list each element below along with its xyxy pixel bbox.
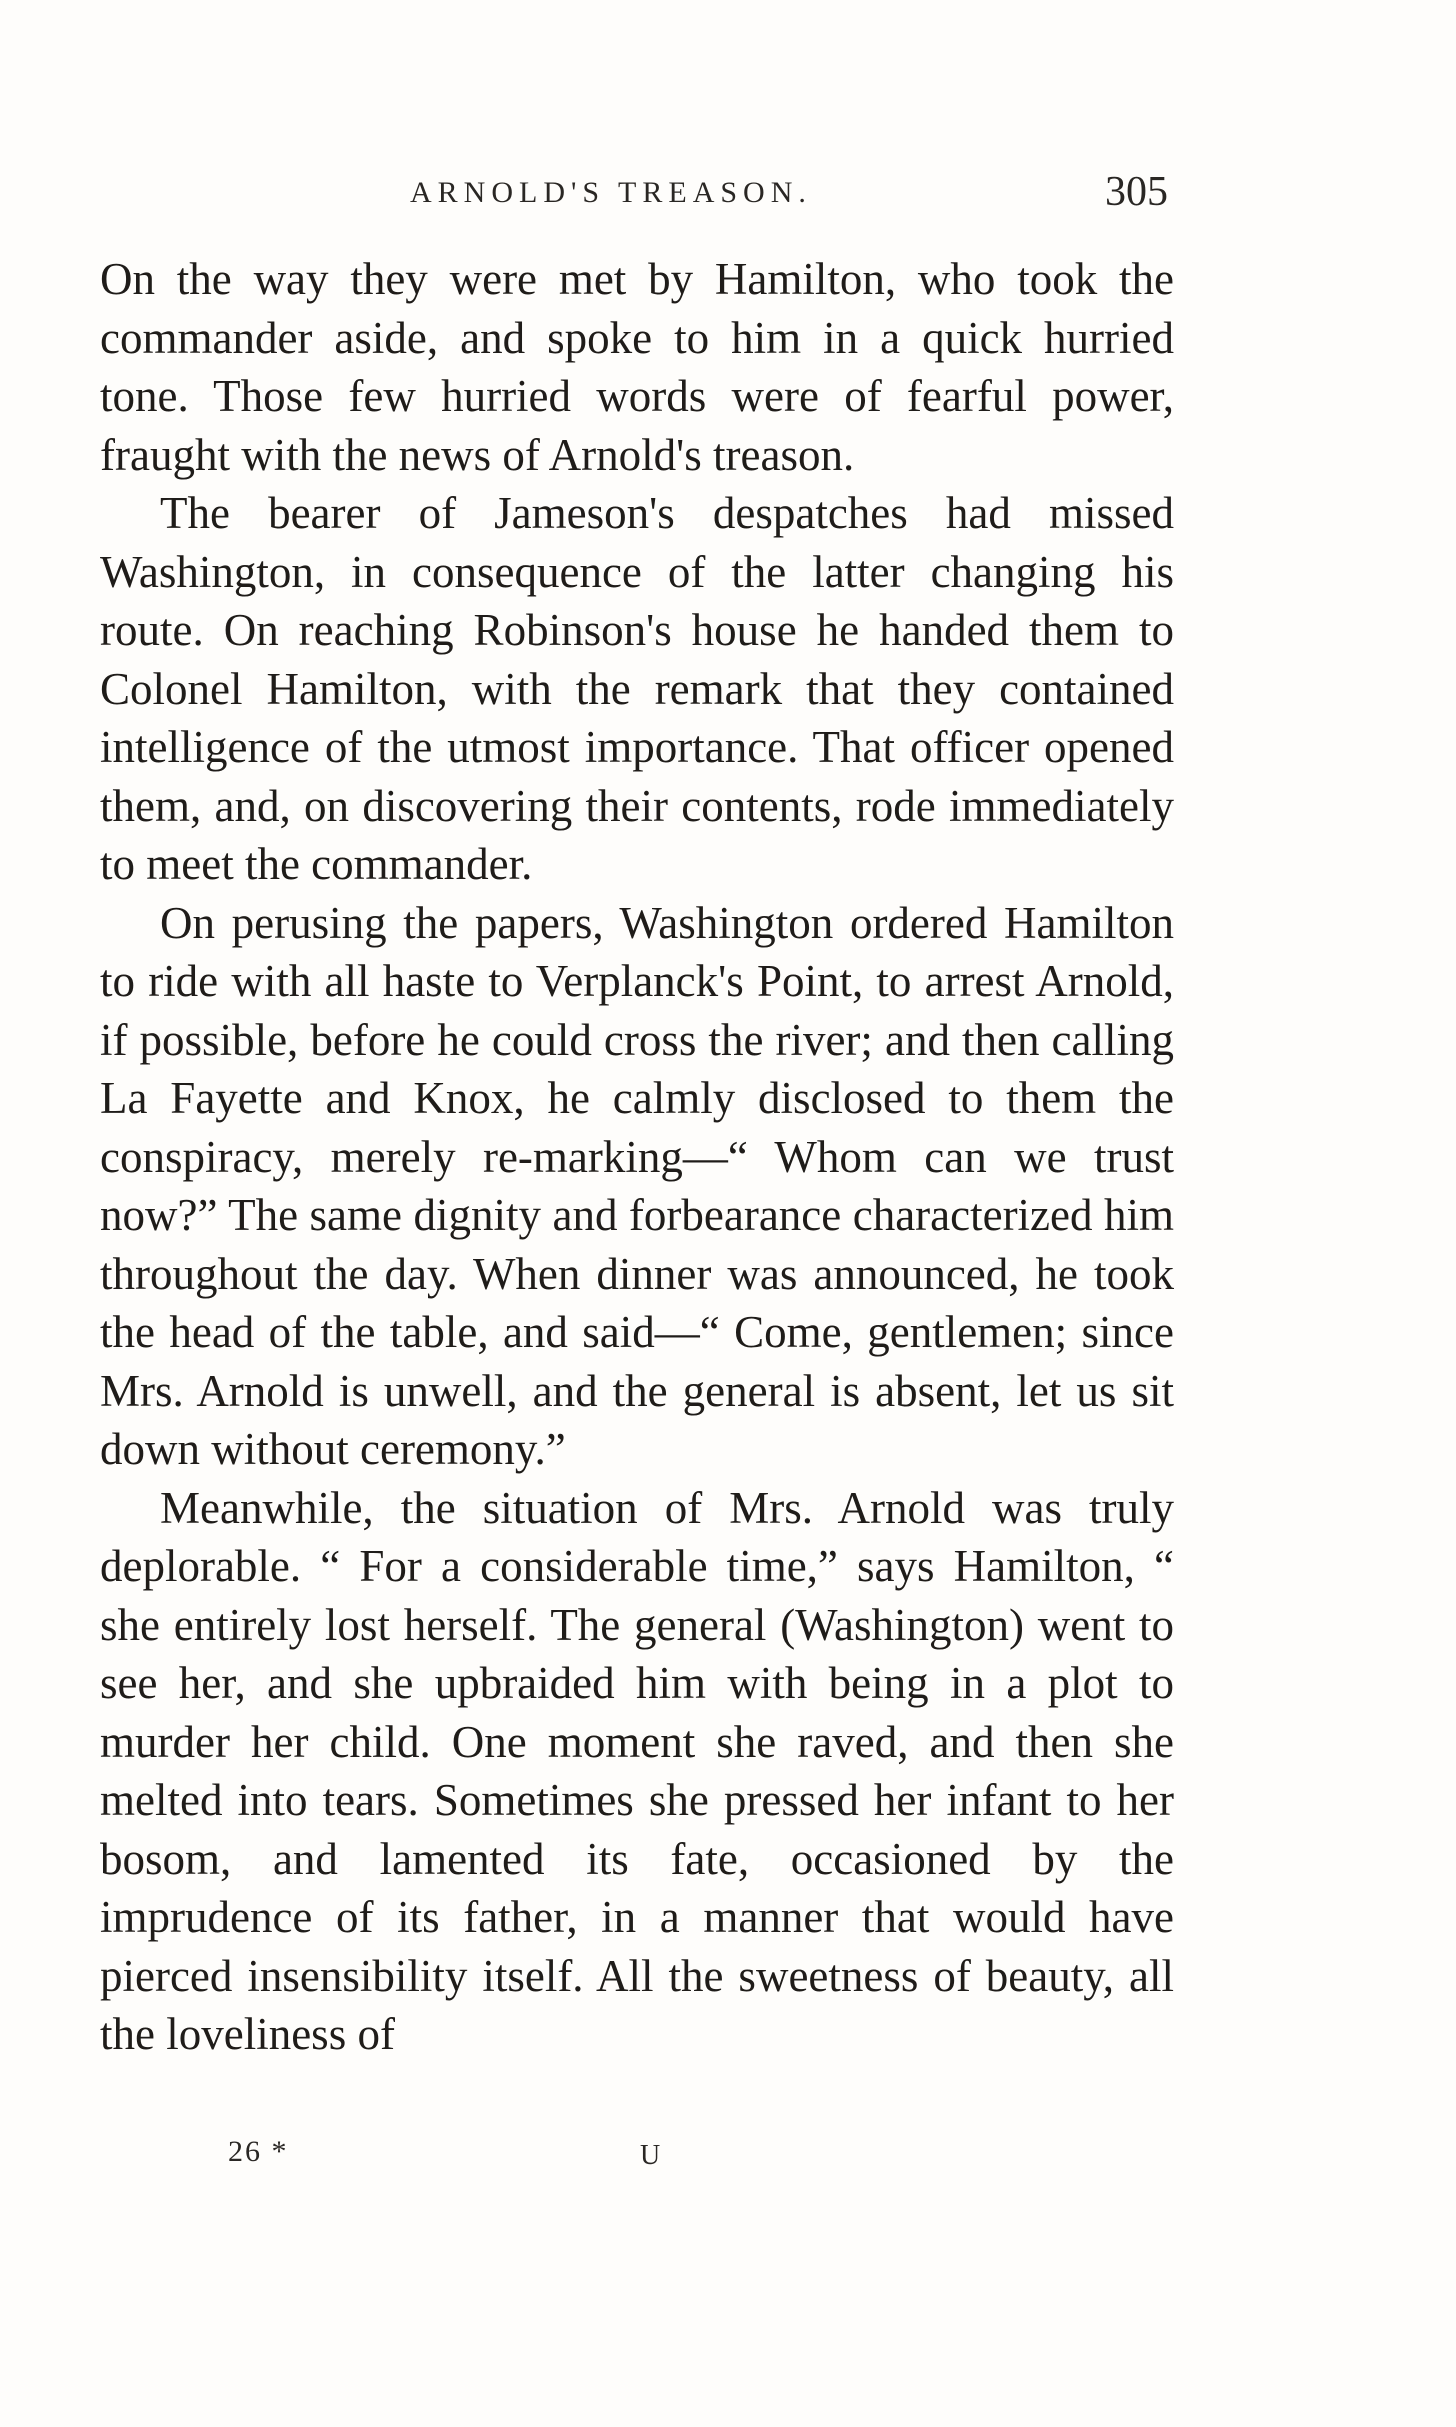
signature-mark: 26 * (228, 2135, 289, 2168)
running-head: ARNOLD'S TREASON. (410, 176, 812, 209)
paragraph-4: Meanwhile, the situation of Mrs. Arnold was truly deplorable. “ For a considerable time,” says Hamilton, “ she entirely lost herself. The general (Washington) went to see her, and she upbraided him with being in a plot to murder her child. One moment she raved, and then she melted into tears. Sometimes she pressed her infant to her bosom, and lamented its fate, occasioned by the imprudence of its father, in a manner that would have pierced insensibility itself. All the sweetness of beauty, all the loveliness of (100, 1482, 1174, 2059)
page-number: 305 (1105, 169, 1168, 215)
gathering-letter: U (640, 2140, 661, 2171)
paragraph-2: The bearer of Jameson's despatches had missed Washington, in consequence of the latter changing his route. On reaching Robinson's house he handed them to Colonel Hamilton, with the remark that they contained intelligence of the utmost importance. That officer opened them, and, on discovering their contents, rode immediately to meet the commander. (100, 488, 1174, 889)
paragraph-1: On the way they were met by Hamilton, who took the commander aside, and spoke to him in a quick hurried tone. Those few hurried words were of fearful power, fraught with the news of Arnold's treason. (100, 254, 1174, 480)
body-text (100, 250, 1174, 2064)
paragraph-3: On perusing the papers, Washington ordered Hamilton to ride with all haste to Verplanck's Point, to arrest Arnold, if possible, before he could cross the river; and then calling La Fayette and Knox, he calmly disclosed to them the conspiracy, merely re-marking—“ Whom can we trust now?” The same dignity and forbearance characterized him throughout the day. When dinner was announced, he took the head of the table, and said—“ Come, gentlemen; since Mrs. Arnold is unwell, and the general is absent, let us sit down without ceremony.” (100, 897, 1174, 1474)
